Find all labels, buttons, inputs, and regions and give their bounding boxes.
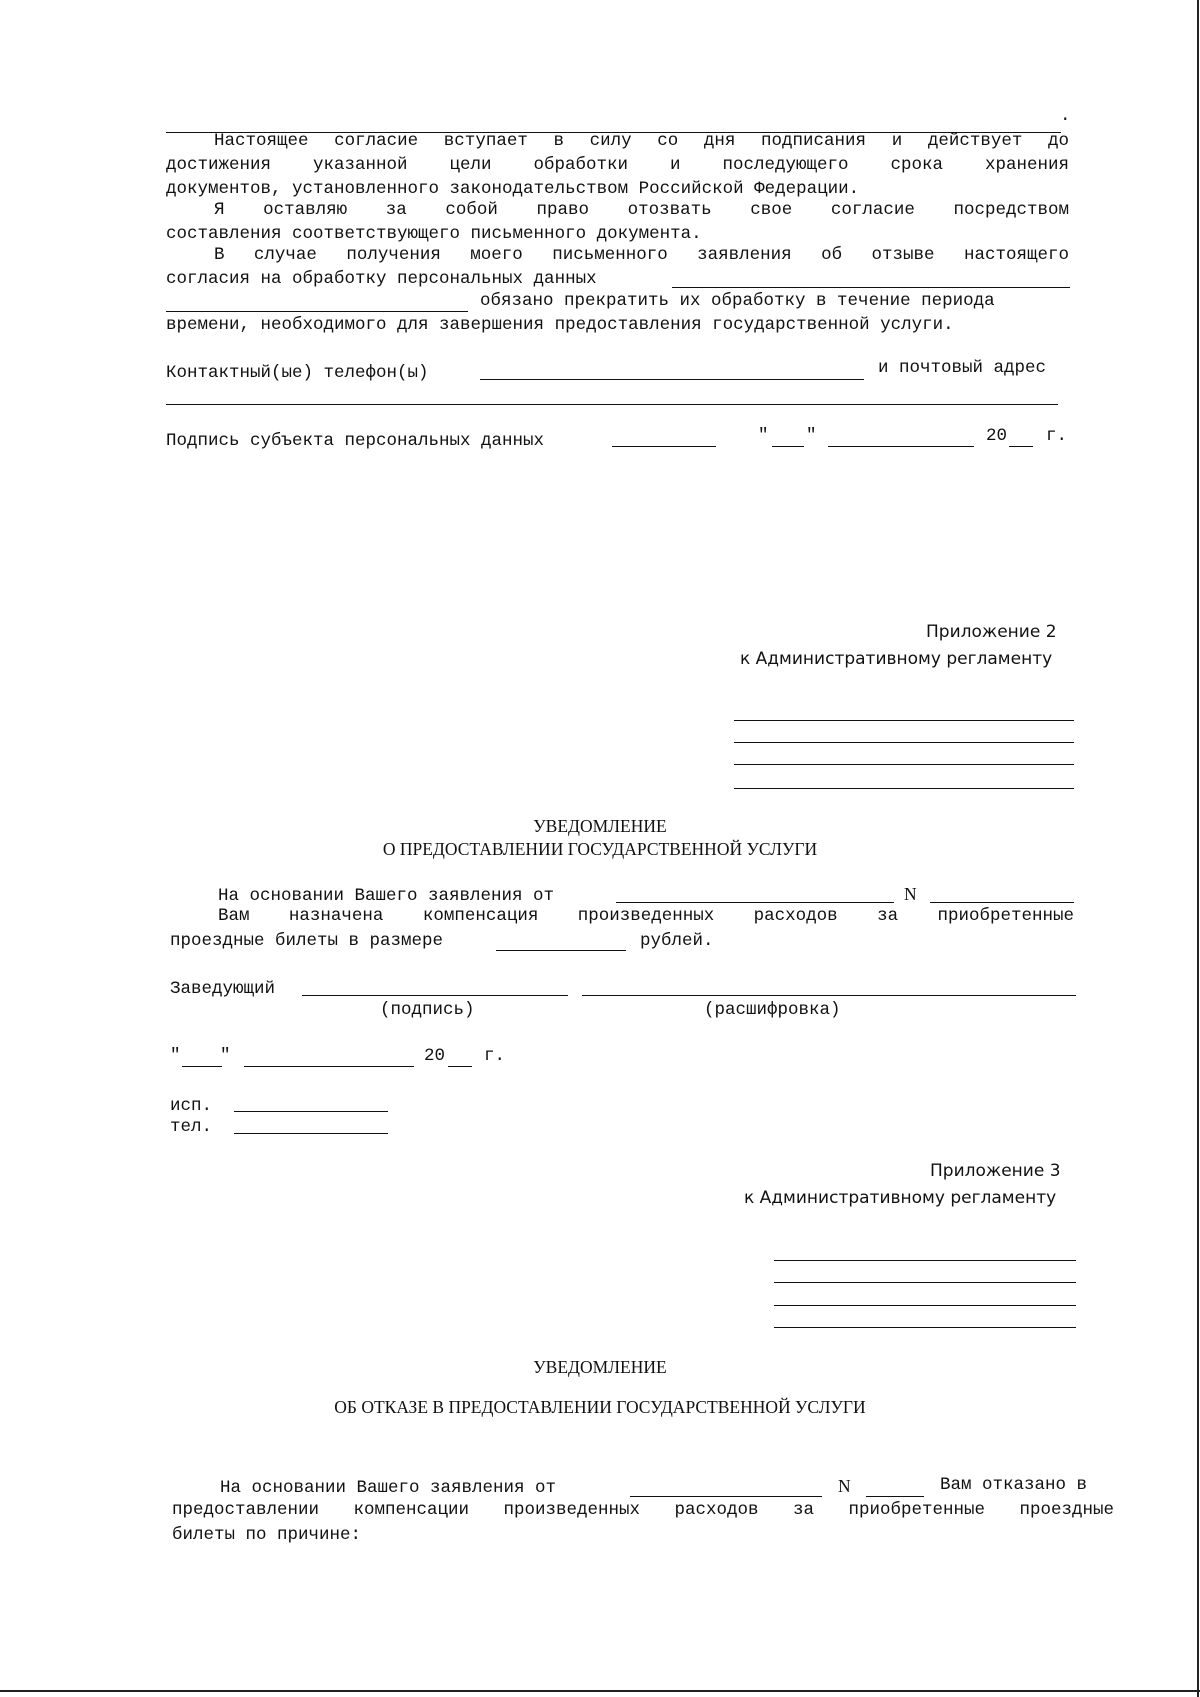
year-suffix: г.: [1046, 426, 1068, 446]
contacts-fill-line: [480, 379, 864, 380]
appendix-3-line-2: предоставлении компенсации произведенных расходов за приобретенные проездные: [172, 1500, 1114, 1520]
executor-fill-line: [234, 1111, 388, 1112]
signature-caption: (подпись): [380, 1000, 475, 1020]
contacts-label: Контактный(ые) телефон(ы): [166, 363, 429, 383]
appendix-2-line-2: Вам назначена компенсация произведенных расходов за приобретенные: [218, 906, 1074, 926]
appendix-3-subtitle: к Административному регламенту: [744, 1188, 1057, 1208]
addressee-line-1: [774, 1260, 1076, 1261]
addressee-line-1: [734, 720, 1074, 721]
appendix-2-heading-1: УВЕДОМЛЕНИЕ: [533, 816, 667, 836]
head-label: Заведующий: [170, 979, 276, 999]
appendix-2-line-3-suffix: рублей.: [640, 931, 714, 951]
decryption-caption: (расшифровка): [704, 1000, 841, 1020]
appendix-3-basis-text: На основании Вашего заявления от: [220, 1478, 557, 1498]
month-fill-line: [244, 1066, 414, 1067]
postal-fill-line: [166, 404, 1058, 405]
number-sign: N: [904, 884, 917, 904]
para3-line1: В случае получения моего письменного заявления об отзыве настоящего: [214, 245, 1069, 265]
appendix-2-line-3-prefix: проездные билеты в размере: [170, 931, 444, 951]
date-quote-open: ": [170, 1046, 181, 1066]
operator-fill-line-2: [166, 311, 468, 312]
application-number-fill-line: [866, 1496, 924, 1497]
appendix-2-subtitle: к Административному регламенту: [740, 649, 1053, 669]
para2-line1: Я оставляю за собой право отозвать свое согласие посредством: [214, 200, 1069, 220]
para1-line3: документов, установленного законодательством Российской Федерации.: [166, 179, 860, 199]
date-quote-close: ": [220, 1046, 231, 1066]
number-sign: N: [838, 1476, 851, 1496]
page-edge-bottom: [0, 1690, 1200, 1692]
appendix-3-refused-text: Вам отказано в: [940, 1475, 1088, 1495]
date-quote-close: ": [806, 426, 817, 446]
para2-line2: составления соответствующего письменного документа.: [166, 224, 702, 244]
application-number-fill-line: [930, 902, 1074, 903]
day-fill-line: [772, 446, 804, 447]
para1-line1: Настоящее согласие вступает в силу со дня подписания и действует до: [214, 131, 1069, 151]
year-prefix: 20: [986, 426, 1008, 446]
application-date-fill-line: [630, 1496, 822, 1497]
phone-label: тел.: [170, 1117, 213, 1137]
signature-label: Подпись субъекта персональных данных: [166, 431, 545, 451]
amount-fill-line: [496, 950, 626, 951]
operator-fill-line-1: [672, 287, 1070, 288]
addressee-line-3: [734, 764, 1074, 765]
addressee-line-4: [734, 788, 1074, 789]
appendix-3-line-3: билеты по причине:: [172, 1525, 362, 1545]
executor-label: исп.: [170, 1096, 213, 1116]
addressee-line-2: [734, 742, 1074, 743]
addressee-line-3: [774, 1305, 1076, 1306]
phone-fill-line: [234, 1133, 388, 1134]
para1-line2: достижения указанной цели обработки и последующего срока хранения: [166, 155, 1069, 175]
appendix-3-heading-1: УВЕДОМЛЕНИЕ: [533, 1357, 667, 1377]
appendix-3-heading-2: ОБ ОТКАЗЕ В ПРЕДОСТАВЛЕНИИ ГОСУДАРСТВЕННОЙ УСЛУГИ: [334, 1397, 866, 1417]
addressee-line-2: [774, 1282, 1076, 1283]
year-fill-line: [1009, 446, 1033, 447]
date-quote-open: ": [758, 426, 769, 446]
month-fill-line: [828, 446, 974, 447]
postal-label: и почтовый адрес: [878, 358, 1047, 378]
appendix-2-title: Приложение 2: [926, 622, 1057, 642]
day-fill-line: [182, 1066, 222, 1067]
year-fill-line: [448, 1066, 472, 1067]
year-prefix: 20: [424, 1046, 446, 1066]
head-decryption-fill-line: [582, 995, 1076, 996]
head-signature-fill-line: [302, 995, 568, 996]
appendix-2-basis-text: На основании Вашего заявления от: [218, 886, 555, 906]
para3-line4: времени, необходимого для завершения предоставления государственной услуги.: [166, 315, 954, 335]
appendix-2-heading-2: О ПРЕДОСТАВЛЕНИИ ГОСУДАРСТВЕННОЙ УСЛУГИ: [382, 839, 818, 859]
para3-line2: согласия на обработку персональных данных: [166, 269, 597, 289]
signature-fill-line: [612, 446, 716, 447]
addressee-line-4: [774, 1327, 1076, 1328]
top-fill-dot: .: [1060, 106, 1071, 126]
para3-line3: обязано прекратить их обработку в течение периода: [480, 291, 995, 311]
appendix-3-title: Приложение 3: [930, 1161, 1061, 1181]
year-suffix: г.: [484, 1046, 506, 1066]
application-date-fill-line: [616, 902, 894, 903]
